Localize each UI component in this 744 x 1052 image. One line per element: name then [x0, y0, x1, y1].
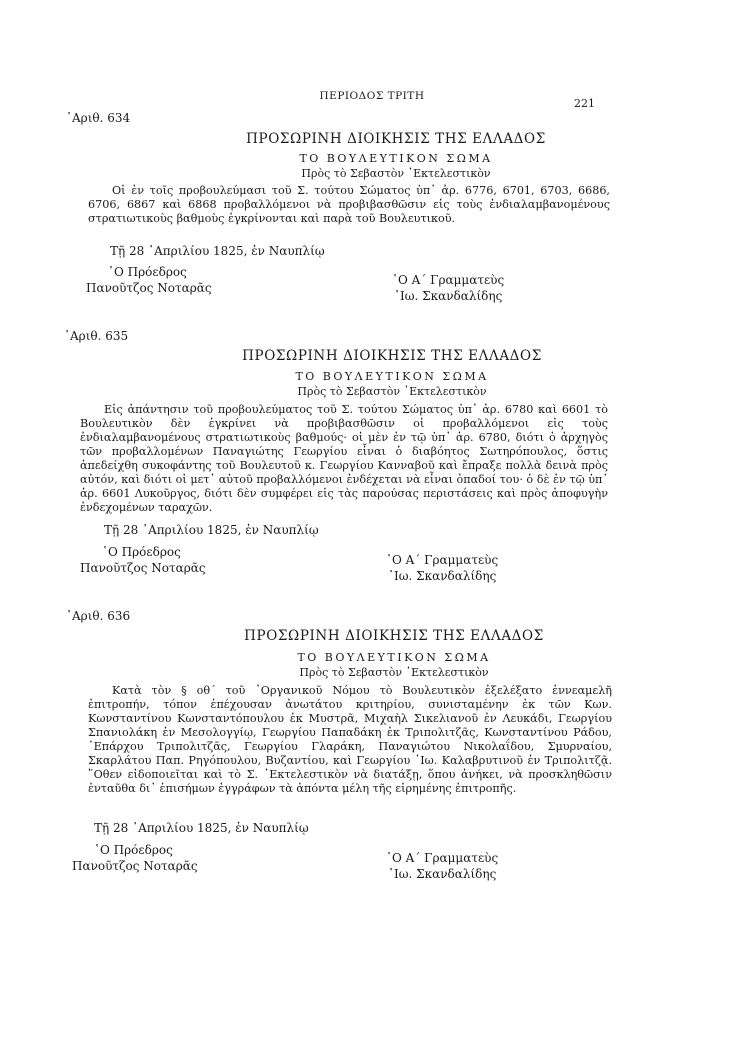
president-signature	[86, 264, 212, 296]
document-number: ᾿Αριθ. 634	[66, 111, 131, 125]
document-number: ᾿Αριθ. 635	[64, 329, 129, 343]
document-recipient: Πρὸς τὸ Σεβαστὸν ᾿Εκτελεστικὸν	[297, 385, 487, 398]
president-name: Πανοῦτζος Νοταρᾶς	[72, 859, 198, 873]
document-recipient: Πρὸς τὸ Σεβαστὸν ᾿Εκτελεστικὸν	[301, 167, 491, 180]
document-title: ΠΡΟΣΩΡΙΝΗ ΔΙΟΙΚΗΣΙΣ ΤΗΣ ΕΛΛΑΔΟΣ	[244, 628, 544, 644]
president-name: Πανοῦτζος Νοταρᾶς	[80, 561, 206, 575]
document-date: Τῇ 28 ᾿Απριλίου 1825, ἐν Ναυπλίῳ	[104, 523, 319, 537]
president-name: Πανοῦτζος Νοταρᾶς	[86, 281, 212, 295]
document-number: ᾿Αριθ. 636	[66, 609, 131, 623]
secretary-signature	[386, 850, 498, 882]
secretary-name: ᾿Ιω. Σκανδαλίδης	[394, 289, 503, 303]
document-body: Κατὰ τὸν § οθ΄ τοῦ ᾿Οργανικοῦ Νόμου τὸ Βουλευτικὸν ἐξελέξατο ἐννεαμελῆ ἐπιτροπήν, τόπον ἐπέχουσαν ἀνωτάτου κριτηρίου, συνισταμένην ἐκ τῶν Κων. Κωνσταντίνου Κωνσταντόπουλου ἐκ Μυστρᾶ, Μιχαὴλ Σικελιανοῦ ἐν Λευκάδι, Γεωργίου Σπανιολάκη ἐν Μεσολογγίῳ, Γεωργίου Παπαδάκη ἐκ Τριπολιτζᾶς, Κωνσταντίνου Ράδου, ᾿Επάρχου Τριπολιτζᾶς, Γεωργίου Γλαράκη, Παναγιώτου Νικολαΐδου, Σμυρναίου, Σκαρλάτου Παπ. Ρηγόπουλου, Βυζαντίου, καὶ Γεωργίου ᾿Ιω. Καλαβρυτινοῦ ἐν Τριπολιτζᾷ. ῞Οθεν εἰδοποιεῖται καὶ τὸ Σ. ᾿Εκτελεστικὸν νὰ διατάξῃ, ὅπου ἀνήκει, νὰ προσκληθῶσιν ἐνταῦθα δι᾿ ἐπισήμων ἐγγράφων τὰ ἀπόντα μέλη τῆς εἰρημένης ἐπιτροπῆς.	[88, 684, 612, 795]
document-body: Εἰς ἀπάντησιν τοῦ προβουλεύματος τοῦ Σ. τούτου Σώματος ὑπ᾿ ἀρ. 6780 καὶ 6601 τὸ Βουλευτικὸν δὲν ἐγκρίνει νὰ προβιβασθῶσιν οἱ προβαλλόμενοι εἰς τοὺς ἐνδιαλαμβανομένους στρατιωτικοὺς βαθμούς· οἱ μὲν ἐν τῷ ὑπ᾿ ἀρ. 6780, διότι ὁ ἀρχηγὸς τῶν προβαλλομένων Παναγιώτης Γεωργίου εἶναι ὁ διαβόητος Σωτηρόπουλος, ὅστις ἀπεδείχθη συκοφάντης τοῦ Βουλευτοῦ κ. Γεωργίου Κανναβοῦ καὶ ἔπραξε πολλὰ δεινὰ πρὸς αὐτόν, καὶ διότι οἱ μετ᾿ αὐτοῦ προβαλλόμενοι ἐνδέχεται νὰ εἶναι ὀπαδοί του· ὁ δὲ ἐν τῷ ὑπ᾿ ἀρ. 6601 Λυκοῦργος, διότι δὲν συμφέρει εἰς τὰς παρούσας περιστάσεις καὶ πρὸς ἀποφυγὴν ἐνδεχομένων ταραχῶν.	[80, 403, 608, 514]
secretary-title: ῾Ο Α΄ Γραμματεὺς	[392, 273, 505, 287]
secretary-name: ᾿Ιω. Σκανδαλίδης	[388, 569, 497, 583]
page-number: 221	[574, 97, 595, 110]
document-date: Τῇ 28 ᾿Απριλίου 1825, ἐν Ναυπλίῳ	[110, 244, 325, 258]
secretary-name: ᾿Ιω. Σκανδαλίδης	[388, 867, 497, 881]
document-subtitle: ΤΟ ΒΟΥΛΕΥΤΙΚΟΝ ΣΩΜΑ	[295, 370, 489, 383]
document-date: Τῇ 28 ᾿Απριλίου 1825, ἐν Ναυπλίῳ	[94, 821, 309, 835]
secretary-title: ῾Ο Α΄ Γραμματεὺς	[386, 553, 499, 567]
document-subtitle: ΤΟ ΒΟΥΛΕΥΤΙΚΟΝ ΣΩΜΑ	[299, 152, 493, 165]
document-subtitle: ΤΟ ΒΟΥΛΕΥΤΙΚΟΝ ΣΩΜΑ	[297, 651, 491, 664]
document-recipient: Πρὸς τὸ Σεβαστὸν ᾿Εκτελεστικὸν	[299, 666, 489, 679]
president-signature	[80, 544, 206, 576]
secretary-title: ῾Ο Α΄ Γραμματεὺς	[386, 851, 499, 865]
president-title: ῾Ο Πρόεδρος	[94, 843, 173, 857]
president-title: ῾Ο Πρόεδρος	[102, 545, 181, 559]
secretary-signature	[392, 272, 504, 304]
president-signature	[72, 842, 198, 874]
secretary-signature	[386, 552, 498, 584]
document-title: ΠΡΟΣΩΡΙΝΗ ΔΙΟΙΚΗΣΙΣ ΤΗΣ ΕΛΛΑΔΟΣ	[242, 348, 542, 364]
document-body: Οἱ ἐν τοῖς προβουλεύμασι τοῦ Σ. τούτου Σώματος ὑπ᾿ ἀρ. 6776, 6701, 6703, 6686, 6706, 6867 καὶ 6868 προβαλλόμενοι νὰ προβιβασθῶσιν εἰς τοὺς ἐνδιαλαμβανομένους στρατιωτικοὺς βαθμοὺς ἐγκρίνονται καὶ παρὰ τοῦ Βουλευτικοῦ.	[88, 184, 610, 225]
document-title: ΠΡΟΣΩΡΙΝΗ ΔΙΟΙΚΗΣΙΣ ΤΗΣ ΕΛΛΑΔΟΣ	[246, 131, 546, 147]
president-title: ῾Ο Πρόεδρος	[108, 265, 187, 279]
running-header: ΠΕΡΙΟΔΟΣ ΤΡΙΤΗ	[319, 90, 425, 102]
